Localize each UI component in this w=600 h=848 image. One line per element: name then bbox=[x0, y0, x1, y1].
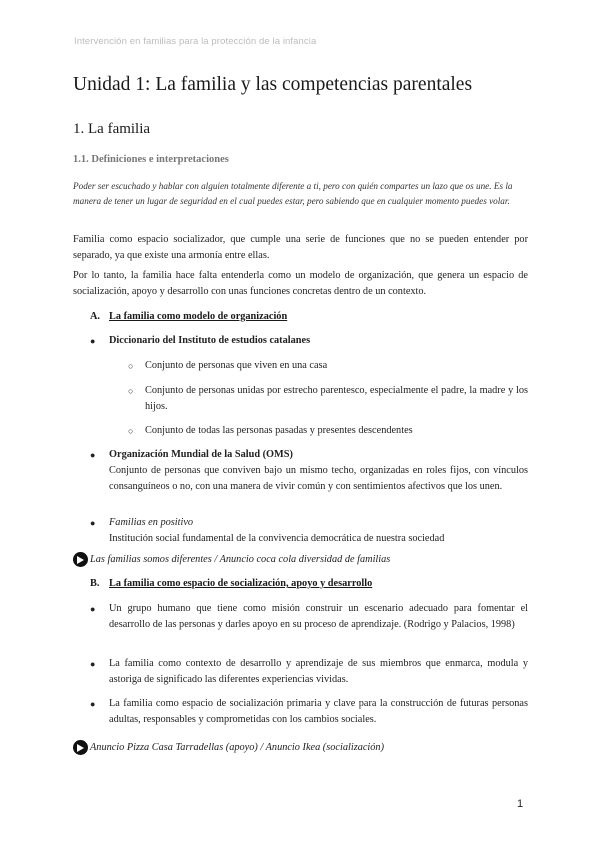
sub-bullet-icon: ○ bbox=[128, 361, 134, 371]
list-item bbox=[90, 601, 528, 633]
quote: Poder ser escuchado y hablar con alguien totalmente diferente a ti, pero con quién compartes un lazo que os une. Es la manera de tener un lugar de seguridad en el cual puedes estar, pero sabiendo que en cualquier momento puedes volar. bbox=[73, 181, 513, 206]
list-item bbox=[90, 333, 528, 349]
sub-item-text: Conjunto de todas las personas pasadas y presentes descendentes bbox=[145, 425, 413, 436]
sub-list-item bbox=[128, 423, 528, 439]
subsection-title: 1.1. Definiciones e interpretaciones bbox=[73, 154, 229, 165]
bullet-title: Diccionario del Instituto de estudios catalanes bbox=[109, 335, 311, 346]
bullet-title: Familias en positivo bbox=[109, 517, 194, 528]
sub-list-item bbox=[128, 383, 528, 415]
bullet-body: La familia como contexto de desarrollo y aprendizaje de sus miembros que enmarca, modula y astoriga de significado las diferentes experiencias vividas. bbox=[109, 658, 528, 685]
bullet-body: La familia como espacio de socialización primaria y clave para la construcción de futuras personas adultas, responsables y comprometidas con los cambios sociales. bbox=[109, 698, 528, 725]
bullet-icon: ● bbox=[90, 699, 96, 709]
video-note-text: Anuncio Pizza Casa Tarradellas (apoyo) / Anuncio Ikea (socialización) bbox=[90, 742, 385, 753]
section-b-title: La familia como espacio de socialización, apoyo y desarrollo bbox=[109, 578, 373, 589]
section-title: 1. La familia bbox=[73, 121, 151, 137]
sub-bullet-icon: ○ bbox=[128, 426, 134, 436]
bullet-body: Un grupo humano que tiene como misión construir un escenario adecuado para fomentar el desarrollo de las personas y darles apoyo en su proceso de aprendizaje. (Rodrigo y Palacios, 1998) bbox=[109, 603, 528, 630]
list-item bbox=[90, 696, 528, 728]
section-a-title: La familia como modelo de organización bbox=[109, 311, 288, 322]
unit-title: Unidad 1: La familia y las competencias parentales bbox=[73, 74, 473, 95]
sub-item-text: Conjunto de personas unidas por estrecho parentesco, especialmente el padre, la madre y los hijos. bbox=[145, 385, 528, 412]
video-note-text: Las familias somos diferentes / Anuncio coca cola diversidad de familias bbox=[90, 554, 391, 565]
bullet-icon: ● bbox=[90, 659, 96, 669]
sub-list-item bbox=[128, 358, 528, 374]
list-item bbox=[90, 515, 528, 547]
video-note[interactable] bbox=[73, 740, 384, 755]
play-circle-icon[interactable] bbox=[73, 552, 88, 567]
bullet-icon: ● bbox=[90, 450, 96, 460]
bullet-icon: ● bbox=[90, 518, 96, 528]
section-b-heading bbox=[90, 578, 372, 589]
bullet-title: Organización Mundial de la Salud (OMS) bbox=[109, 449, 293, 460]
section-letter: A. bbox=[90, 311, 101, 322]
running-header: Intervención en familias para la protección de la infancia bbox=[74, 36, 317, 47]
bullet-body: Institución social fundamental de la convivencia democrática de nuestra sociedad bbox=[109, 533, 445, 544]
section-letter: B. bbox=[90, 578, 100, 589]
sub-bullet-icon: ○ bbox=[128, 386, 134, 396]
page-number: 1 bbox=[517, 798, 524, 810]
bullet-icon: ● bbox=[90, 604, 96, 614]
bullet-icon: ● bbox=[90, 336, 96, 346]
bullet-body: Conjunto de personas que conviven bajo un mismo techo, organizadas en roles fijos, con vínculos consanguíneos o no, con una manera de vivir común y con sentimientos afectivos que los unen. bbox=[109, 465, 528, 492]
paragraph: Familia como espacio socializador, que cumple una serie de funciones que no se pueden entender por separado, ya que existe una armonía entre ellas. bbox=[73, 234, 528, 261]
list-item bbox=[90, 447, 528, 495]
paragraph: Por lo tanto, la familia hace falta entenderla como un modelo de organización, que genera un espacio de socialización, apoyo y desarrollo con unas funciones concretas dentro de un contexto. bbox=[73, 270, 528, 297]
video-note[interactable] bbox=[73, 552, 390, 567]
play-circle-icon[interactable] bbox=[73, 740, 88, 755]
section-a-heading bbox=[90, 311, 287, 322]
sub-item-text: Conjunto de personas que viven en una casa bbox=[145, 360, 328, 371]
list-item bbox=[90, 656, 528, 688]
